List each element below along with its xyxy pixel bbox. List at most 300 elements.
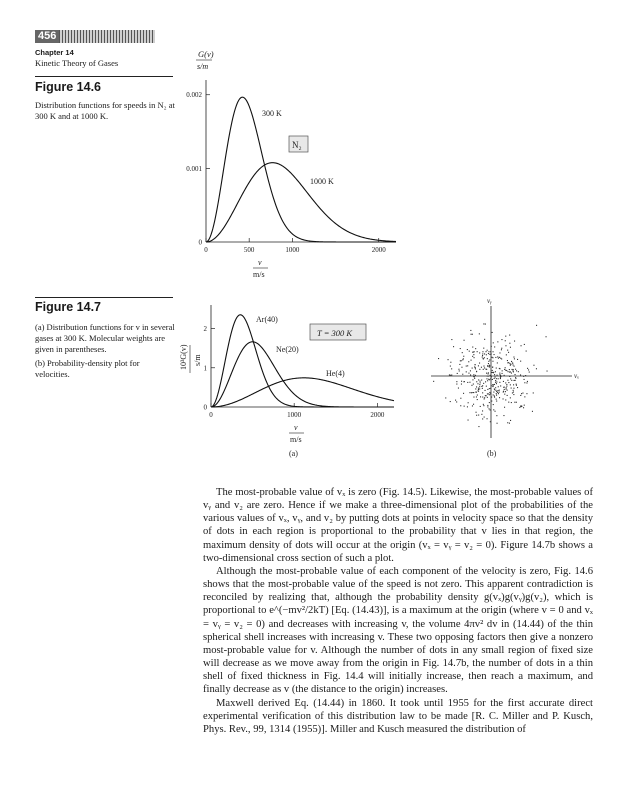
velocity-dot <box>496 399 497 400</box>
velocity-dot <box>490 378 491 379</box>
velocity-dot <box>499 373 500 374</box>
figure-14-7a-curve-2 <box>211 342 394 407</box>
velocity-dot <box>492 357 493 358</box>
velocity-dot <box>526 351 527 352</box>
velocity-dot <box>477 351 478 352</box>
velocity-dot <box>489 402 490 403</box>
figure-14-7a-x-tick-label: 0 <box>209 411 213 419</box>
velocity-dot <box>450 401 451 402</box>
velocity-dot <box>496 415 497 416</box>
velocity-dot <box>516 402 517 403</box>
velocity-dot <box>445 397 446 398</box>
velocity-dot <box>488 376 489 377</box>
velocity-dot <box>453 346 454 347</box>
velocity-dot <box>499 392 500 393</box>
velocity-dot <box>512 392 513 393</box>
velocity-dot <box>498 386 499 387</box>
velocity-dot <box>484 398 485 399</box>
velocity-dot <box>507 380 508 381</box>
velocity-dot <box>491 354 492 355</box>
velocity-dot <box>505 382 506 383</box>
velocity-dot <box>514 341 515 342</box>
velocity-dot <box>503 415 504 416</box>
velocity-dot <box>513 384 514 385</box>
velocity-dot <box>482 351 483 352</box>
velocity-dot <box>478 426 479 427</box>
velocity-dot <box>507 395 508 396</box>
velocity-dot <box>500 385 501 386</box>
velocity-dot <box>471 385 472 386</box>
velocity-dot <box>503 391 504 392</box>
velocity-dot <box>486 386 487 387</box>
figure-14-6-label: Figure 14.6 <box>35 80 101 94</box>
velocity-dot <box>504 375 505 376</box>
velocity-dot <box>506 386 507 387</box>
velocity-dot <box>497 375 498 376</box>
velocity-dot <box>516 370 517 371</box>
velocity-dot <box>458 369 459 370</box>
velocity-dot <box>490 351 491 352</box>
temperature-box-label: T = 300 K <box>317 328 353 338</box>
velocity-dot <box>481 380 482 381</box>
velocity-dot <box>480 406 481 407</box>
velocity-dot <box>483 358 484 359</box>
velocity-dot <box>492 384 493 385</box>
velocity-dot <box>514 358 515 359</box>
figure-14-6-x-tick-label: 0 <box>204 246 208 254</box>
velocity-dot <box>462 374 463 375</box>
velocity-dot <box>509 343 510 344</box>
velocity-dot <box>480 381 481 382</box>
velocity-dot <box>496 393 497 394</box>
velocity-dot <box>483 323 484 324</box>
velocity-dot <box>497 423 498 424</box>
velocity-dot <box>489 392 490 393</box>
velocity-dot <box>438 358 439 359</box>
velocity-dot <box>513 369 514 370</box>
velocity-dot <box>500 376 501 377</box>
velocity-dot <box>515 369 516 370</box>
velocity-dot <box>484 353 485 354</box>
velocity-dot <box>474 351 475 352</box>
series-label-ar: Ar(40) <box>256 315 278 324</box>
velocity-dot <box>512 369 513 370</box>
velocity-dot <box>513 357 514 358</box>
velocity-dot <box>525 375 526 376</box>
velocity-dot <box>473 384 474 385</box>
figure-14-6-xlabel-unit: m/s <box>253 270 265 279</box>
velocity-dot <box>498 358 499 359</box>
velocity-dot <box>479 333 480 334</box>
velocity-dot <box>527 368 528 369</box>
velocity-dot <box>450 362 451 363</box>
velocity-dot <box>486 354 487 355</box>
velocity-dot <box>461 381 462 382</box>
velocity-dot <box>497 362 498 363</box>
velocity-dot <box>471 360 472 361</box>
velocity-dot <box>491 376 492 377</box>
velocity-dot <box>482 418 483 419</box>
velocity-dot <box>472 368 473 369</box>
figure-14-6-ylabel: G(v) <box>198 49 214 59</box>
velocity-dot <box>487 393 488 394</box>
velocity-dot <box>488 379 489 380</box>
velocity-dot <box>517 387 518 388</box>
velocity-dot <box>451 375 452 376</box>
velocity-dot <box>489 365 490 366</box>
velocity-dot <box>479 386 480 387</box>
velocity-dot <box>504 407 505 408</box>
velocity-dot <box>467 349 468 350</box>
velocity-dot <box>487 350 488 351</box>
figure-14-7a-y-tick-label: 0 <box>203 403 207 412</box>
velocity-dot <box>486 351 487 352</box>
velocity-dot <box>464 381 465 382</box>
velocity-dot <box>493 372 494 373</box>
velocity-dot <box>533 365 534 366</box>
velocity-dot <box>505 340 506 341</box>
velocity-plot-vy-label: vᵧ <box>487 297 492 305</box>
velocity-dot <box>489 408 490 409</box>
velocity-dot <box>474 378 475 379</box>
velocity-dot <box>499 357 500 358</box>
figure-14-7a-x-tick-label: 2000 <box>370 411 385 419</box>
velocity-dot <box>463 393 464 394</box>
velocity-dot <box>474 357 475 358</box>
velocity-dot <box>511 388 512 389</box>
velocity-dot <box>475 375 476 376</box>
velocity-dot <box>505 336 506 337</box>
velocity-dot <box>505 370 506 371</box>
velocity-dot <box>507 422 508 423</box>
velocity-dot <box>451 368 452 369</box>
velocity-dot <box>510 397 511 398</box>
figure-14-7a-y-tick-label: 2 <box>203 325 207 334</box>
velocity-dot <box>479 352 480 353</box>
velocity-dot <box>487 405 488 406</box>
velocity-dot <box>496 395 497 396</box>
velocity-dot <box>457 373 458 374</box>
velocity-dot <box>491 397 492 398</box>
velocity-dot <box>473 376 474 377</box>
velocity-dot <box>496 378 497 379</box>
velocity-dot <box>476 386 477 387</box>
velocity-dot <box>528 369 529 370</box>
velocity-dot <box>502 373 503 374</box>
velocity-dot <box>476 396 477 397</box>
velocity-dot <box>479 369 480 370</box>
velocity-dot <box>526 382 527 383</box>
velocity-dot <box>473 374 474 375</box>
velocity-dot <box>493 392 494 393</box>
velocity-dot <box>494 346 495 347</box>
velocity-dot <box>484 397 485 398</box>
velocity-dot <box>484 417 485 418</box>
velocity-dot <box>492 379 493 380</box>
velocity-dot <box>494 374 495 375</box>
velocity-dot <box>515 374 516 375</box>
velocity-dot <box>487 366 488 367</box>
velocity-dot <box>505 391 506 392</box>
figure-14-7a-y-tick-label: 1 <box>203 364 207 373</box>
velocity-dot <box>510 371 511 372</box>
velocity-dot <box>495 357 496 358</box>
velocity-dot <box>487 397 488 398</box>
figure-14-6-xlabel: v <box>258 258 262 267</box>
velocity-dot <box>504 389 505 390</box>
velocity-dot <box>503 381 504 382</box>
velocity-dot <box>491 401 492 402</box>
velocity-dot <box>468 402 469 403</box>
velocity-dot <box>469 392 470 393</box>
velocity-dot <box>499 390 500 391</box>
velocity-dot <box>490 409 491 410</box>
velocity-dot <box>527 381 528 382</box>
chapter-label: Chapter 14 <box>35 48 74 57</box>
velocity-dot <box>509 335 510 336</box>
body-paragraph-1: The most-probable value of vₓ is zero (Fig. 14.5). Likewise, the most-probable values of vᵧ and v₂ are zero. Hence if we make a three-dimensional plot of the probabilities of the various values of vₓ, vᵧ, and v₂ by putting dots at points in velocity space so that the density of dots in each region is proportional to the probability that v lies in that region, the maximum density of dots will occur at the origin (vₓ = vᵧ = v₂ = 0). Figure 14.7b shows a two-dimensional cross section of such a plot. <box>203 487 593 564</box>
velocity-dot <box>473 354 474 355</box>
velocity-dot <box>467 406 468 407</box>
velocity-dot <box>494 395 495 396</box>
velocity-dot <box>468 361 469 362</box>
velocity-dot <box>506 354 507 355</box>
velocity-dot <box>517 359 518 360</box>
velocity-dot <box>500 378 501 379</box>
velocity-dot <box>483 348 484 349</box>
velocity-dot <box>510 378 511 379</box>
velocity-dot <box>514 380 515 381</box>
velocity-dot <box>492 367 493 368</box>
velocity-dot <box>497 390 498 391</box>
velocity-dot <box>515 378 516 379</box>
velocity-dot <box>521 406 522 407</box>
velocity-dot <box>536 325 537 326</box>
velocity-dot <box>497 392 498 393</box>
velocity-dot <box>469 351 470 352</box>
velocity-dot <box>471 334 472 335</box>
velocity-dot <box>486 369 487 370</box>
velocity-dot <box>483 366 484 367</box>
velocity-dot <box>513 388 514 389</box>
velocity-dot <box>472 347 473 348</box>
velocity-dot <box>484 367 485 368</box>
velocity-dot <box>475 388 476 389</box>
velocity-dot <box>456 381 457 382</box>
velocity-dot <box>485 324 486 325</box>
velocity-dot <box>488 351 489 352</box>
velocity-dot <box>477 383 478 384</box>
velocity-dot <box>501 348 502 349</box>
figure-14-7a-curve-3 <box>211 378 394 407</box>
velocity-dot <box>482 357 483 358</box>
body-paragraph-2: Although the most-probable value of each component of the velocity is zero, Fig. 14.6 shows that the most-probable value of the speed is not zero. This apparent contradiction is reconciled by realizing that, although the probability density g(vₓ)g(vᵧ)g(v₂), which is proportional to e^(−mv²/2kT) [Eq. (14.43)], is a maximum at the origin (where v = 0 and vₓ = vᵧ = v₂ = 0) and decreases with increasing v, the volume 4πv² dv in (14.44) of the thin spherical shell increases with increasing v. These two opposing factors then give a nonzero most-probable value for v. Although the number of dots in any small region of fixed size will decrease as we move away from the origin in Fig. 14.7b, the number of dots in a thin shell of fixed thickness in Fig. 14.4 will initially increase, then reach a maximum, and finally decrease as v (the distance to the origin) increases. <box>203 565 593 696</box>
velocity-dot <box>507 350 508 351</box>
velocity-dot <box>458 388 459 389</box>
velocity-dot <box>520 361 521 362</box>
velocity-dot <box>524 344 525 345</box>
velocity-dot <box>521 345 522 346</box>
velocity-dot <box>529 372 530 373</box>
panel-b-label: (b) <box>487 449 497 458</box>
velocity-dot <box>492 332 493 333</box>
velocity-dot <box>482 397 483 398</box>
velocity-dot <box>478 379 479 380</box>
velocity-dot <box>481 386 482 387</box>
velocity-dot <box>483 405 484 406</box>
figure-14-6-y-tick-label: 0.002 <box>186 91 202 100</box>
velocity-dot <box>508 352 509 353</box>
velocity-dot <box>495 380 496 381</box>
velocity-dot <box>480 382 481 383</box>
velocity-dot <box>482 388 483 389</box>
velocity-dot <box>456 401 457 402</box>
velocity-dot <box>462 352 463 353</box>
velocity-dot <box>477 395 478 396</box>
velocity-dot <box>507 390 508 391</box>
body-text <box>203 486 593 736</box>
velocity-dot <box>462 359 463 360</box>
velocity-dot <box>492 361 493 362</box>
velocity-dot <box>495 390 496 391</box>
velocity-dot <box>476 412 477 413</box>
velocity-dot <box>484 339 485 340</box>
velocity-dot <box>489 388 490 389</box>
velocity-dot <box>515 380 516 381</box>
velocity-dot <box>494 389 495 390</box>
velocity-dot <box>488 373 489 374</box>
velocity-dot <box>491 357 492 358</box>
velocity-dot <box>450 375 451 376</box>
velocity-dot <box>464 340 465 341</box>
velocity-dot <box>520 374 521 375</box>
velocity-density-dots <box>433 323 547 427</box>
velocity-dot <box>473 397 474 398</box>
velocity-dot <box>510 347 511 348</box>
velocity-dot <box>468 373 469 374</box>
velocity-dot <box>478 365 479 366</box>
velocity-dot <box>478 415 479 416</box>
velocity-dot <box>546 336 547 337</box>
figure-14-6-y-tick-label: 0 <box>198 238 202 247</box>
velocity-dot <box>506 387 507 388</box>
velocity-dot <box>472 356 473 357</box>
velocity-dot <box>492 370 493 371</box>
velocity-dot <box>536 368 537 369</box>
velocity-dot <box>491 385 492 386</box>
velocity-dot <box>463 356 464 357</box>
velocity-dot <box>496 401 497 402</box>
velocity-dot <box>481 414 482 415</box>
velocity-dot <box>513 394 514 395</box>
velocity-dot <box>473 404 474 405</box>
velocity-dot <box>506 389 507 390</box>
velocity-dot <box>505 399 506 400</box>
velocity-dot <box>516 385 517 386</box>
series-label-he: He(4) <box>326 369 345 378</box>
velocity-dot <box>501 339 502 340</box>
velocity-dot <box>493 342 494 343</box>
velocity-dot <box>461 360 462 361</box>
velocity-dot <box>495 382 496 383</box>
velocity-dot <box>433 381 434 382</box>
velocity-dot <box>511 380 512 381</box>
velocity-dot <box>493 351 494 352</box>
velocity-dot <box>495 371 496 372</box>
velocity-dot <box>468 420 469 421</box>
velocity-dot <box>497 356 498 357</box>
figure-14-6-caption: Distribution functions for speeds in N₂ at 300 K and at 1000 K. <box>35 100 175 121</box>
velocity-dot <box>481 367 482 368</box>
velocity-dot <box>513 392 514 393</box>
velocity-dot <box>504 369 505 370</box>
velocity-dot <box>509 423 510 424</box>
velocity-dot <box>496 381 497 382</box>
velocity-dot <box>487 389 488 390</box>
series-label-1000k: 1000 K <box>310 177 334 186</box>
velocity-dot <box>460 398 461 399</box>
velocity-dot <box>501 349 502 350</box>
velocity-dot <box>497 341 498 342</box>
velocity-dot <box>488 372 489 373</box>
velocity-dot <box>483 369 484 370</box>
velocity-dot <box>533 392 534 393</box>
velocity-dot <box>490 421 491 422</box>
figure-14-6-y-tick-label: 0.001 <box>186 164 202 173</box>
velocity-dot <box>503 398 504 399</box>
velocity-dot <box>472 392 473 393</box>
figure-14-7a-axes <box>204 305 395 419</box>
velocity-dot <box>464 406 465 407</box>
velocity-dot <box>510 364 511 365</box>
velocity-dot <box>524 396 525 397</box>
velocity-dot <box>466 366 467 367</box>
figure-14-7a-x-tick-label: 1000 <box>287 411 302 419</box>
velocity-dot <box>524 379 525 380</box>
figure-14-6-x-tick-label: 2000 <box>371 246 386 254</box>
velocity-dot <box>523 407 524 408</box>
velocity-dot <box>467 382 468 383</box>
velocity-dot <box>521 393 522 394</box>
velocity-dot <box>459 364 460 365</box>
velocity-dot <box>449 374 450 375</box>
velocity-dot <box>479 363 480 364</box>
velocity-dot <box>507 362 508 363</box>
velocity-dot <box>507 360 508 361</box>
velocity-dot <box>480 396 481 397</box>
velocity-dot <box>472 334 473 335</box>
velocity-dot <box>493 404 494 405</box>
velocity-dot <box>456 384 457 385</box>
velocity-dot <box>494 354 495 355</box>
velocity-dot <box>487 418 488 419</box>
velocity-dot <box>491 346 492 347</box>
velocity-dot <box>478 389 479 390</box>
velocity-dot <box>511 361 512 362</box>
velocity-dot <box>506 370 507 371</box>
velocity-dot <box>476 415 477 416</box>
panel-a-label: (a) <box>289 449 298 458</box>
velocity-dot <box>505 367 506 368</box>
velocity-dot <box>489 359 490 360</box>
velocity-dot <box>498 393 499 394</box>
velocity-dot <box>471 392 472 393</box>
velocity-dot <box>482 355 483 356</box>
velocity-dot <box>485 390 486 391</box>
velocity-dot <box>513 364 514 365</box>
n2-box-label: N₂ <box>292 140 302 150</box>
velocity-dot <box>469 382 470 383</box>
